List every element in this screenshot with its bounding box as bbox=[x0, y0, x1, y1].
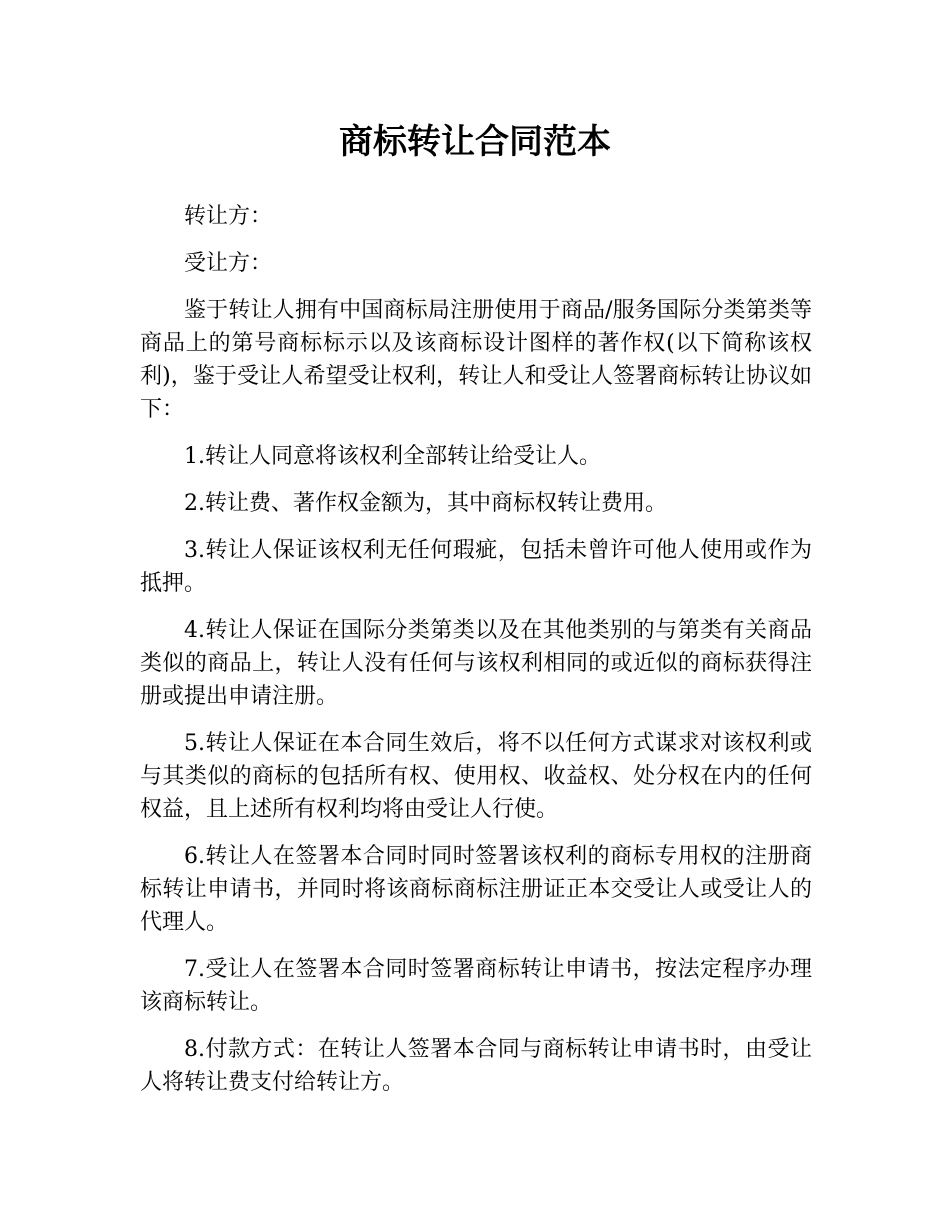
paragraph-clause-5: 5.转让人保证在本合同生效后，将不以任何方式谋求对该权利或与其类似的商标的包括所有权、使用权、收益权、处分权在内的任何权益，且上述所有权利均将由受让人行使。 bbox=[140, 731, 812, 822]
paragraph-clause-4: 4.转让人保证在国际分类第类以及在其他类别的与第类有关商品类似的商品上，转让人没有任何与该权利相同的或近似的商标获得注册或提出申请注册。 bbox=[140, 618, 812, 709]
paragraph-preamble: 鉴于转让人拥有中国商标局注册使用于商品/服务国际分类第类等商品上的第号商标标示以及该商标设计图样的著作权(以下简称该权利)，鉴于受让人希望受让权利，转让人和受让人签署商标转让协议如下： bbox=[140, 298, 812, 422]
paragraph-clause-7: 7.受让人在签署本合同时签署商标转让申请书，按法定程序办理该商标转让。 bbox=[140, 957, 812, 1015]
paragraph-clause-6: 6.转让人在签署本合同时同时签署该权利的商标专用权的注册商标转让申请书，并同时将该商标商标注册证正本交受让人或受让人的代理人。 bbox=[140, 844, 812, 935]
document-body bbox=[140, 200, 812, 1113]
paragraph-clause-8: 8.付款方式：在转让人签署本合同与商标转让申请书时，由受让人将转让费支付给转让方。 bbox=[140, 1037, 812, 1095]
paragraph-clause-2: 2.转让费、著作权金额为，其中商标权转让费用。 bbox=[184, 491, 667, 516]
paragraph-transferor: 转让方： bbox=[184, 204, 273, 229]
document-title: 商标转让合同范本 bbox=[339, 122, 611, 162]
paragraph-clause-3: 3.转让人保证该权利无任何瑕疵，包括未曾许可他人使用或作为抵押。 bbox=[140, 538, 812, 596]
paragraph-clause-1: 1.转让人同意将该权利全部转让给受让人。 bbox=[184, 444, 601, 469]
paragraph-transferee: 受让方： bbox=[184, 251, 273, 276]
